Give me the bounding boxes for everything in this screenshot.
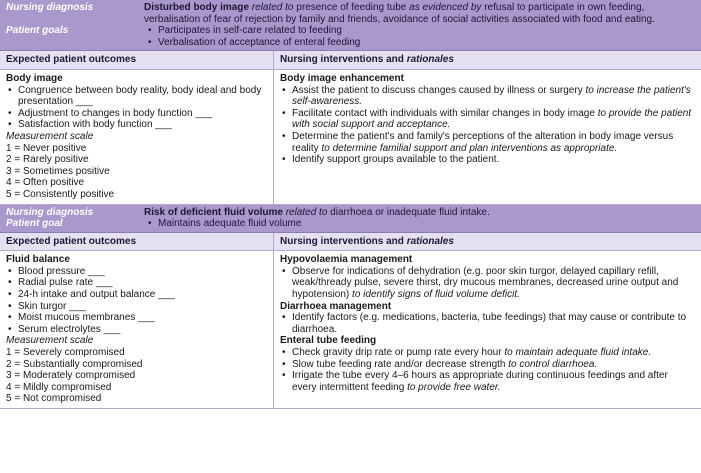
- scale-label: Measurement scale: [6, 335, 94, 347]
- content-row-2: [0, 251, 701, 409]
- interventions-cell: [274, 70, 701, 204]
- outcome-item: • Blood pressure ___: [18, 266, 267, 278]
- goals-label: Patient goals: [6, 25, 69, 37]
- outcome-item: • Moist mucous membranes ___: [18, 312, 267, 324]
- intervention-item: • Identify factors (e.g. medications, bacteria, tube feedings) that may cause or contribute to diarrhoea.: [292, 312, 695, 335]
- intervention-item: • Facilitate contact with individuals with similar changes in body image to provide the patient with social support and acceptance.: [292, 108, 695, 131]
- col-interventions-header: Nursing interventions and rationales: [280, 54, 454, 66]
- scale-item: 2 = Rarely positive: [6, 154, 89, 166]
- outcome-item: • Congruence between body reality, body ideal and body presentation ___: [18, 85, 267, 108]
- scale-item: 5 = Consistently positive: [6, 188, 115, 200]
- diagnosis-text: Disturbed body image related to presence of feeding tube as evidenced by refusal to participate in own feeding, verbalisation of fear of rejection by family and friends, avoidance of social activities associated with food and eating.: [144, 2, 655, 25]
- diagnosis-header-2: [0, 205, 701, 233]
- interventions-title: Body image enhancement: [280, 72, 404, 84]
- intervention-item: • Slow tube feeding rate and/or decrease strength to control diarrhoea.: [292, 359, 695, 371]
- outcomes-title: Fluid balance: [6, 254, 70, 266]
- outcomes-cell: [0, 251, 274, 408]
- tube-feeding-title: Enteral tube feeding: [280, 335, 377, 347]
- col-interventions-header: Nursing interventions and rationales: [280, 235, 454, 247]
- hypovolaemia-title: Hypovolaemia management: [280, 254, 413, 266]
- outcome-item: • Skin turgor ___: [18, 301, 267, 313]
- outcome-item: • Serum electrolytes ___: [18, 324, 267, 336]
- scale-item: 1 = Never positive: [6, 142, 87, 154]
- intervention-item: • Identify support groups available to the patient.: [292, 154, 695, 166]
- scale-label: Measurement scale: [6, 130, 94, 142]
- column-headers-2: [0, 233, 701, 252]
- scale-item: 3 = Sometimes positive: [6, 165, 110, 177]
- column-headers-1: [0, 51, 701, 70]
- outcome-item: • Adjustment to changes in body function ___: [18, 108, 267, 120]
- goal-item: • Participates in self-care related to feeding: [158, 25, 695, 37]
- diagnosis-text: Risk of deficient fluid volume related to diarrhoea or inadequate fluid intake.: [144, 206, 490, 218]
- goal-label: Patient goal: [6, 218, 63, 230]
- intervention-item: • Observe for indications of dehydration (e.g. poor skin turgor, delayed capillary refill, weak/thready pulse, severe thirst, dry mucous membranes, decreased urine output and hypotension) to identify signs of fluid volume deficit.: [292, 266, 695, 301]
- col-outcomes-header: Expected patient outcomes: [0, 233, 274, 251]
- goal-item: • Maintains adequate fluid volume: [158, 218, 695, 230]
- diagnosis-header-1: [0, 0, 701, 51]
- content-row-1: [0, 70, 701, 205]
- diagnosis-label: Nursing diagnosis: [6, 2, 94, 13]
- outcome-item: • Radial pulse rate ___: [18, 277, 267, 289]
- scale-item: 5 = Not compromised: [6, 393, 102, 405]
- diarrhoea-title: Diarrhoea management: [280, 300, 392, 312]
- outcomes-cell: [0, 70, 274, 204]
- interventions-cell: [274, 251, 701, 408]
- scale-item: 1 = Severely compromised: [6, 347, 125, 359]
- outcome-item: • Satisfaction with body function ___: [18, 119, 267, 131]
- col-outcomes-header: Expected patient outcomes: [0, 51, 274, 69]
- goal-item: • Verbalisation of acceptance of enteral feeding: [158, 37, 695, 49]
- outcomes-title: Body image: [6, 72, 63, 84]
- outcome-item: • 24-h intake and output balance ___: [18, 289, 267, 301]
- intervention-item: • Determine the patient's and family's perceptions of the alteration in body image versus reality to determine familial support and plan interventions as appropriate.: [292, 131, 695, 154]
- intervention-item: • Irrigate the tube every 4–6 hours as appropriate during continuous feedings and after every intermittent feeding to provide free water.: [292, 370, 695, 393]
- scale-item: 3 = Moderately compromised: [6, 370, 136, 382]
- scale-item: 4 = Often positive: [6, 177, 85, 189]
- intervention-item: • Check gravity drip rate or pump rate every hour to maintain adequate fluid intake.: [292, 347, 695, 359]
- intervention-item: • Assist the patient to discuss changes caused by illness or surgery to increase the patient's self-awareness.: [292, 85, 695, 108]
- scale-item: 2 = Substantially compromised: [6, 358, 143, 370]
- scale-item: 4 = Mildly compromised: [6, 381, 112, 393]
- diagnosis-label: Nursing diagnosis: [6, 206, 94, 218]
